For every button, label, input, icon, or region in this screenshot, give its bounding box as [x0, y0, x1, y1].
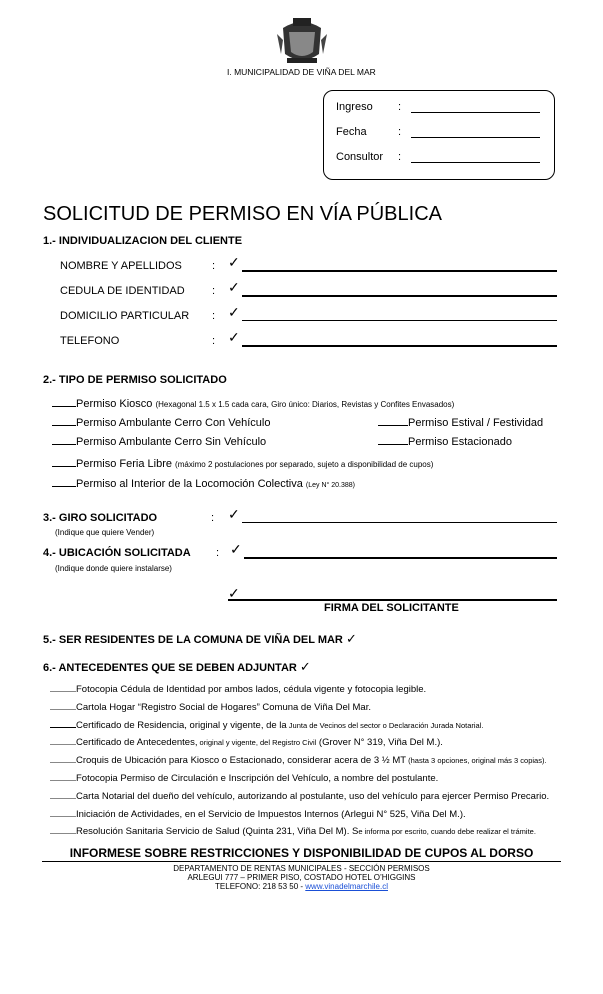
required-document-item[interactable] [50, 683, 426, 695]
footer-line1: DEPARTAMENTO DE RENTAS MUNICIPALES - SECCIÓN PERMISOS [173, 864, 430, 873]
permit-note: (máximo 2 postulaciones por separado, sujeto a disponibilidad de cupos) [175, 460, 434, 469]
permit-feria[interactable] [52, 457, 433, 470]
permit-sin-vehiculo[interactable] [52, 435, 266, 448]
section6-text: 6.- ANTECEDENTES QUE SE DEBEN ADJUNTAR [43, 662, 297, 674]
colon: : [398, 101, 402, 113]
section4-sub: (Indique donde quiere instalarse) [55, 564, 172, 573]
required-document-item[interactable] [50, 790, 549, 802]
colon: : [212, 335, 216, 347]
colon: : [212, 285, 216, 297]
section1-heading: 1.- INDIVIDUALIZACION DEL CLIENTE [43, 235, 243, 247]
doc-note: e informa por escrito, cuando debe realizar el trámite. [358, 827, 536, 837]
permit-label: Permiso Ambulante Cerro Sin Vehículo [76, 436, 267, 448]
doc-main: Iniciación de Actividades, en el Servicio de Impuestos Internos (Arlegui N° 525, Viña Del M.). [76, 808, 466, 820]
check-icon: ✓ [228, 279, 240, 295]
section4-heading: 4.- UBICACIÓN SOLICITADA [43, 547, 191, 559]
section5-heading [43, 631, 357, 647]
required-document-item[interactable] [50, 754, 547, 766]
permit-label: Permiso Kiosco [76, 398, 153, 410]
fecha-label: Fecha [336, 126, 367, 138]
section2-heading: 2.- TIPO DE PERMISO SOLICITADO [43, 374, 227, 386]
doc-main: Fotocopia Permiso de Circulación e Inscripción del Vehículo, a nombre del postulante. [76, 773, 439, 784]
required-document-item[interactable] [50, 736, 443, 748]
ubicacion-field[interactable] [244, 557, 557, 559]
permit-label: Permiso Feria Libre [76, 458, 172, 470]
permit-label: Permiso Ambulante Cerro Con Vehículo [76, 417, 271, 429]
section6-heading [43, 659, 311, 675]
permit-con-vehiculo[interactable] [52, 416, 270, 429]
colon: : [212, 310, 216, 322]
consultor-field[interactable] [411, 162, 540, 163]
doc-main: Certificado de Residencia, original y vigente, de la [76, 719, 287, 731]
consultor-label: Consultor [336, 151, 384, 163]
colon: : [216, 547, 220, 559]
doc-main: Carta Notarial del dueño del vehículo, autorizando al postulante, uso del vehículo para ejercer Permiso Precario. [76, 790, 550, 802]
institution-name: I. MUNICIPALIDAD DE VIÑA DEL MAR [227, 67, 376, 77]
required-document-item[interactable] [50, 808, 466, 820]
ingreso-field[interactable] [411, 112, 540, 113]
page-title: SOLICITUD DE PERMISO EN VÍA PÚBLICA [43, 203, 442, 225]
permit-note: (Hexagonal 1.5 x 1.5 cada cara, Giro único: Diarios, Revistas y Confites Envasados) [155, 400, 455, 409]
colon: : [212, 260, 216, 272]
permit-kiosco[interactable] [52, 397, 454, 410]
check-icon: ✓ [228, 254, 240, 270]
required-document-item[interactable] [50, 701, 371, 713]
colon: : [211, 512, 215, 524]
check-icon: ✓ [230, 541, 242, 557]
client-field-input[interactable] [242, 295, 557, 297]
required-document-item[interactable] [50, 825, 536, 837]
colon: : [398, 151, 402, 163]
permit-locomocion[interactable] [52, 477, 355, 490]
doc-main: Croquis de Ubicación para Kiosco o Estacionado, considerar acera de 3 ½ MT [76, 755, 407, 767]
giro-field[interactable] [242, 522, 557, 523]
footer-line2: ARLEGUI 777 – PRIMER PISO, COSTADO HOTEL O’HIGGINS [187, 873, 416, 882]
client-field-input[interactable] [242, 270, 557, 272]
doc-main: Fotocopia Cédula de Identidad por ambos lados, cédula vigente y fotocopia legible. [76, 684, 427, 695]
doc-tail: (Grover N° 319, Viña Del M.). [316, 737, 443, 749]
signature-field[interactable] [228, 599, 557, 601]
required-document-item[interactable] [50, 772, 438, 784]
footer-phone [0, 882, 603, 891]
check-icon: ✓ [345, 631, 357, 646]
signature-label: FIRMA DEL SOLICITANTE [324, 602, 459, 614]
fecha-field[interactable] [411, 137, 540, 138]
section5-text: 5.- SER RESIDENTES DE LA COMUNA DE VIÑA DEL MAR [43, 634, 343, 646]
ingreso-label: Ingreso [336, 101, 373, 113]
permit-note: (Ley N° 20.388) [305, 482, 355, 489]
doc-note: original y vigente, del Registro Civil [197, 738, 317, 748]
permit-estival[interactable] [378, 416, 543, 429]
doc-main: Certificado de Antecedentes, [76, 737, 198, 749]
permit-label: Permiso Estacionado [408, 436, 512, 448]
field-label: DOMICILIO PARTICULAR [60, 310, 190, 322]
client-field-input[interactable] [242, 345, 557, 347]
field-label: CEDULA DE IDENTIDAD [60, 285, 185, 297]
website-link[interactable]: www.vinadelmarchile.cl [305, 882, 388, 891]
section3-heading: 3.- GIRO SOLICITADO [43, 512, 158, 524]
check-icon: ✓ [228, 329, 240, 345]
field-label: NOMBRE Y APELLIDOS [60, 260, 182, 272]
section3-sub: (Indique que quiere Vender) [55, 528, 155, 537]
doc-main: Cartola Hogar “Registro Social de Hogares” Comuna de Viña Del Mar. [76, 701, 371, 713]
doc-note: Junta de Vecinos del sector o Declaración Jurada Notarial. [286, 720, 484, 730]
permit-label: Permiso Estival / Festividad [408, 417, 544, 429]
check-icon: ✓ [228, 506, 240, 522]
check-icon: ✓ [228, 585, 240, 601]
footer-divider [42, 861, 561, 862]
permit-estacionado[interactable] [378, 435, 512, 448]
check-icon: ✓ [228, 304, 240, 320]
footer-notice: INFORMESE SOBRE RESTRICCIONES Y DISPONIBILIDAD DE CUPOS AL DORSO [69, 846, 534, 860]
check-icon: ✓ [299, 659, 311, 674]
doc-main: Resolución Sanitaria Servicio de Salud (Quinta 231, Viña Del M). S [76, 826, 359, 838]
coat-of-arms-logo [275, 14, 329, 66]
permit-label: Permiso al Interior de la Locomoción Colectiva [76, 478, 303, 490]
phone-text: TELEFONO: 218 53 50 - [215, 882, 306, 891]
colon: : [398, 126, 402, 138]
field-label: TELEFONO [60, 335, 120, 347]
doc-note: (hasta 3 opciones, original más 3 copias). [406, 756, 547, 766]
required-document-item[interactable] [50, 719, 483, 731]
client-field-input[interactable] [242, 320, 557, 321]
